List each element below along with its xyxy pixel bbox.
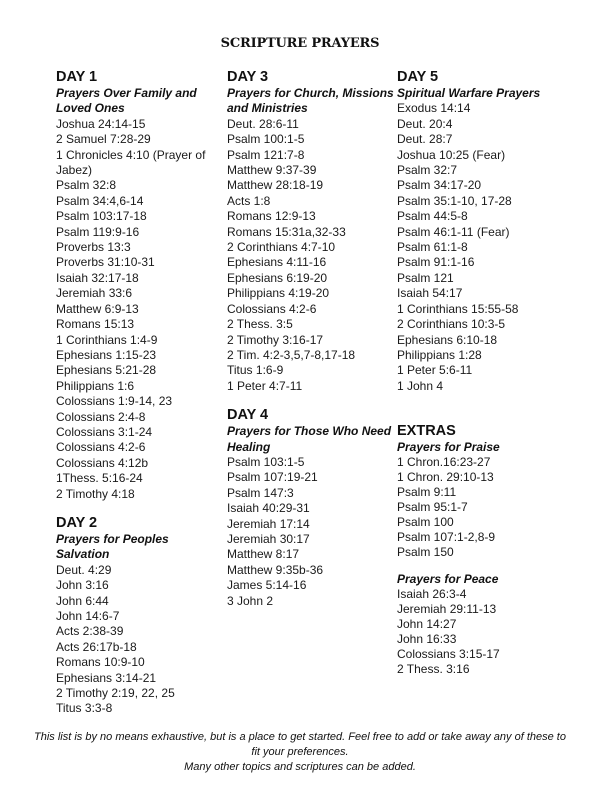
scripture-reference: Psalm 95:1-7 — [397, 500, 468, 515]
scripture-list — [227, 455, 395, 609]
footer-line-2: Many other topics and scriptures can be added. — [184, 761, 416, 773]
scripture-reference: Ephesians 5:21-28 — [56, 363, 157, 378]
scripture-reference: Colossians 1:9-14, 23 — [56, 394, 173, 409]
scripture-reference: Psalm 103:1-5 — [227, 454, 305, 469]
scripture-reference: John 14:27 — [397, 617, 457, 632]
column-3 — [397, 68, 592, 677]
section-heading: DAY 2 — [56, 514, 98, 531]
scripture-list — [397, 101, 592, 394]
section-heading: DAY 3 — [227, 69, 269, 85]
scripture-reference: Psalm 34:17-20 — [397, 178, 482, 193]
scripture-reference: 2 Timothy 3:16-17 — [227, 332, 324, 347]
section-day-5 — [397, 68, 592, 394]
scripture-reference: Psalm 107:1-2,8-9 — [397, 530, 496, 545]
scripture-reference: Philippians 4:19-20 — [227, 286, 330, 301]
scripture-reference: 1 Chronicles 4:10 (Prayer of Jabez) — [56, 147, 206, 178]
scripture-reference: Romans 15:31a,32-33 — [227, 224, 346, 239]
scripture-reference: 1 John 4 — [397, 378, 444, 393]
scripture-reference: 1 Corinthians 15:55-58 — [397, 301, 519, 316]
section-day-4 — [227, 406, 395, 609]
scripture-reference: Ephesians 6:19-20 — [227, 270, 328, 285]
scripture-reference: 2 Timothy 2:19, 22, 25 — [56, 686, 175, 701]
scripture-reference: 2 Thess. 3:16 — [397, 662, 470, 677]
scripture-reference: 2 Samuel 7:28-29 — [56, 132, 151, 147]
scripture-reference: Psalm 34:4,6-14 — [56, 193, 144, 208]
scripture-reference: Psalm 121 — [397, 270, 454, 285]
scripture-reference: Romans 10:9-10 — [56, 655, 145, 670]
scripture-reference: Acts 26:17b-18 — [56, 639, 137, 654]
scripture-reference: Jeremiah 17:14 — [227, 516, 310, 531]
scripture-reference: Psalm 35:1-10, 17-28 — [397, 193, 512, 208]
footer-line-1: This list is by no means exhaustive, but is a place to get started. Feel free to add or take away any of these to fit your preferences. — [34, 731, 566, 758]
section-day-2 — [56, 514, 224, 717]
section-heading: DAY 5 — [397, 69, 439, 85]
scripture-reference: Colossians 3:15-17 — [397, 647, 500, 662]
section-heading: EXTRAS — [397, 423, 456, 440]
scripture-reference: 1 Chron. 29:10-13 — [397, 470, 494, 485]
scripture-reference: Joshua 24:14-15 — [56, 116, 146, 131]
scripture-reference: 2 Corinthians 4:7-10 — [227, 240, 336, 255]
scripture-reference: Deut. 28:7 — [397, 132, 453, 147]
scripture-reference: Psalm 91:1-16 — [397, 255, 475, 270]
scripture-list — [56, 563, 224, 717]
scripture-reference: Titus 3:3-8 — [56, 701, 113, 716]
scripture-list — [227, 117, 395, 394]
scripture-reference: Colossians 2:4-8 — [56, 409, 146, 424]
scripture-reference: Exodus 14:14 — [397, 101, 471, 116]
scripture-reference: Psalm 119:9-16 — [56, 224, 140, 239]
scripture-reference: Philippians 1:6 — [56, 378, 135, 393]
section-subheading: Prayers for Praise — [397, 440, 500, 455]
scripture-reference: Colossians 4:2-6 — [56, 440, 146, 455]
scripture-reference: Proverbs 13:3 — [56, 240, 131, 255]
scripture-reference: Titus 1:6-9 — [227, 363, 284, 378]
scripture-reference: Ephesians 1:15-23 — [56, 347, 157, 362]
scripture-reference: Matthew 9:37-39 — [227, 163, 317, 178]
scripture-reference: 1 Peter 4:7-11 — [227, 378, 303, 393]
section-subheading: Prayers for Church, Missions and Ministries — [227, 86, 394, 116]
scripture-reference: Acts 2:38-39 — [56, 624, 124, 639]
scripture-reference: Ephesians 3:14-21 — [56, 670, 157, 685]
scripture-reference: Matthew 6:9-13 — [56, 301, 139, 316]
section-subheading: Prayers for Peace — [397, 572, 499, 587]
scripture-reference: Joshua 10:25 (Fear) — [397, 147, 506, 162]
scripture-reference: Jeremiah 29:11-13 — [397, 602, 497, 617]
scripture-reference: Psalm 44:5-8 — [397, 209, 468, 224]
section-heading: DAY 4 — [227, 407, 269, 424]
scripture-reference: Acts 1:8 — [227, 193, 271, 208]
scripture-reference: Romans 12:9-13 — [227, 209, 316, 224]
scripture-reference: 2 Corinthians 10:3-5 — [397, 317, 506, 332]
section-subheading: Prayers for Those Who Need Healing — [227, 424, 392, 454]
scripture-reference: Isaiah 40:29-31 — [227, 501, 310, 516]
section-day-3 — [227, 68, 395, 394]
scripture-reference: Jeremiah 33:6 — [56, 286, 133, 301]
scripture-reference: Colossians 3:1-24 — [56, 424, 153, 439]
scripture-reference: Psalm 9:11 — [397, 485, 457, 500]
scripture-reference: 1Thess. 5:16-24 — [56, 471, 143, 486]
scripture-reference: Ephesians 6:10-18 — [397, 332, 498, 347]
scripture-reference: 1 Chron.16:23-27 — [397, 455, 491, 470]
scripture-reference: Psalm 100:1-5 — [227, 132, 305, 147]
scripture-reference: Matthew 9:35b-36 — [227, 562, 324, 577]
section-subheading: Prayers for Peoples Salvation — [56, 531, 169, 562]
scripture-reference: 2 Thess. 3:5 — [227, 317, 293, 332]
scripture-reference: Isaiah 26:3-4 — [397, 587, 467, 602]
section-subheading: Prayers Over Family and Loved Ones — [56, 86, 197, 116]
scripture-list — [397, 455, 592, 560]
scripture-reference: Psalm 107:19-21 — [227, 470, 318, 485]
scripture-reference: Deut. 4:29 — [56, 562, 112, 577]
scripture-reference: Psalm 103:17-18 — [56, 209, 147, 224]
scripture-reference: Colossians 4:12b — [56, 455, 149, 470]
column-1 — [56, 68, 224, 717]
scripture-reference: Matthew 8:17 — [227, 547, 300, 562]
scripture-reference: Jeremiah 30:17 — [227, 531, 310, 546]
scripture-reference: 1 Peter 5:6-11 — [397, 363, 473, 378]
footer-note — [30, 730, 570, 775]
scripture-reference: Colossians 4:2-6 — [227, 301, 317, 316]
scripture-reference: John 3:16 — [56, 578, 109, 593]
scripture-reference: Psalm 61:1-8 — [397, 240, 468, 255]
scripture-reference: Deut. 28:6-11 — [227, 116, 299, 131]
column-2 — [227, 68, 395, 609]
section-heading: DAY 1 — [56, 69, 98, 85]
scripture-reference: Psalm 121:7-8 — [227, 147, 305, 162]
scripture-reference: 1 Corinthians 1:4-9 — [56, 332, 158, 347]
scripture-reference: John 14:6-7 — [56, 609, 120, 623]
scripture-reference: Isaiah 54:17 — [397, 286, 463, 301]
scripture-reference: Romans 15:13 — [56, 317, 135, 332]
scripture-reference: Psalm 150 — [397, 545, 454, 560]
scripture-reference: Proverbs 31:10-31 — [56, 255, 155, 270]
scripture-list — [397, 587, 592, 677]
scripture-list — [56, 117, 224, 502]
scripture-reference: 3 John 2 — [227, 593, 274, 608]
scripture-reference: James 5:14-16 — [227, 578, 307, 593]
scripture-reference: Isaiah 32:17-18 — [56, 270, 139, 285]
scripture-reference: Matthew 28:18-19 — [227, 178, 324, 193]
section-day-1 — [56, 68, 224, 502]
page-title: SCRIPTURE PRAYERS — [220, 36, 380, 51]
scripture-reference: Philippians 1:28 — [397, 347, 482, 362]
scripture-reference: Psalm 32:7 — [397, 163, 458, 178]
scripture-reference: John 16:33 — [397, 632, 457, 647]
scripture-reference: 2 Timothy 4:18 — [56, 486, 135, 501]
scripture-reference: Psalm 32:8 — [56, 178, 117, 193]
scripture-reference: John 6:44 — [56, 593, 109, 608]
scripture-reference: Ephesians 4:11-16 — [227, 255, 327, 270]
scripture-reference: Psalm 46:1-11 (Fear) — [397, 224, 510, 239]
scripture-reference: Psalm 100 — [397, 515, 454, 530]
section-extras — [397, 422, 592, 677]
scripture-reference: Deut. 20:4 — [397, 116, 453, 131]
section-subheading: Spiritual Warfare Prayers — [397, 86, 541, 100]
scripture-reference: 2 Tim. 4:2-3,5,7-8,17-18 — [227, 347, 356, 362]
scripture-reference: Psalm 147:3 — [227, 485, 294, 500]
